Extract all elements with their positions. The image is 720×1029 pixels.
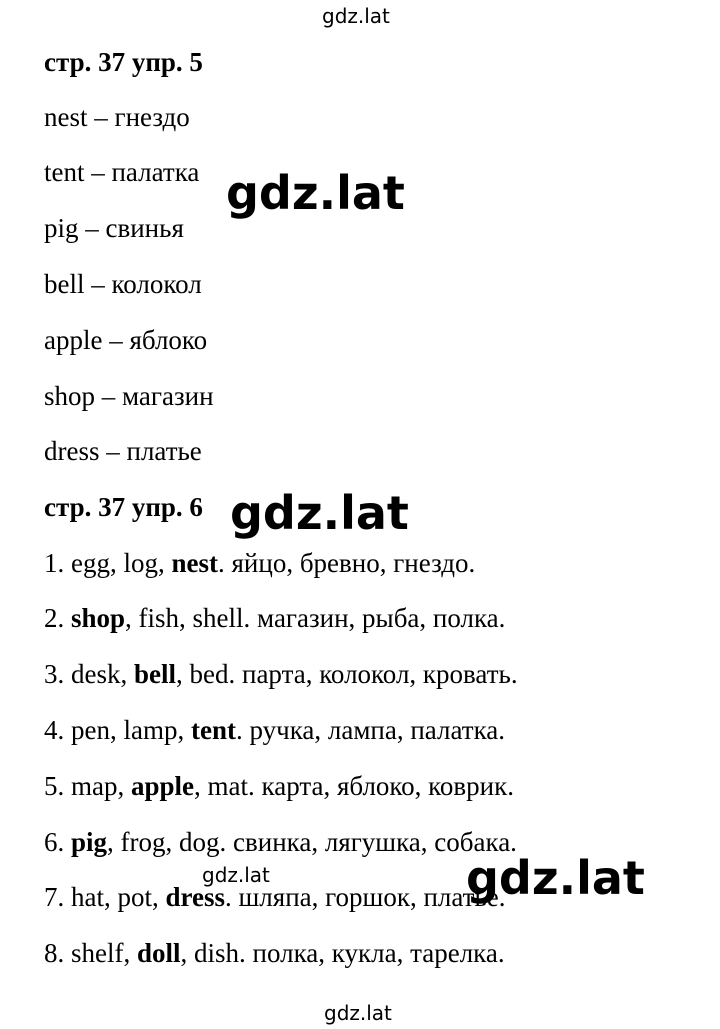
exercise-text: , dish. полка, кукла, тарелка. (180, 938, 505, 968)
exercise-answer: doll (136, 938, 181, 968)
word-pair-pig: pig – свинья (44, 213, 184, 243)
watermark-large-1: gdz.lat (226, 166, 405, 220)
exercise-answer: apple (131, 771, 195, 801)
exercise-line-1 (44, 547, 475, 579)
watermark-top: gdz.lat (322, 4, 390, 28)
exercise-text: 4. pen, lamp, (44, 715, 191, 745)
watermark-small-middle: gdz.lat (202, 863, 270, 887)
exercise-line-2 (44, 602, 505, 634)
exercise-text: , fish, shell. магазин, рыба, полка. (125, 603, 506, 633)
word-pair-apple: apple – яблоко (44, 325, 208, 355)
exercise-line-3 (44, 658, 518, 690)
word-pair-tent: tent – палатка (44, 157, 200, 187)
exercise-text: . ручка, лампа, палатка. (235, 715, 506, 745)
exercise-text: 5. map, (44, 771, 131, 801)
section1-heading: стр. 37 упр. 5 (44, 47, 203, 77)
exercise-answer: dress (165, 882, 226, 912)
exercise-text: , mat. карта, яблоко, коврик. (194, 771, 514, 801)
exercise-answer: bell (134, 659, 177, 689)
word-pair-dress: dress – платье (44, 436, 202, 466)
exercise-text: 6. (44, 827, 71, 857)
exercise-line-5 (44, 770, 514, 802)
word-pair-bell: bell – колокол (44, 269, 202, 299)
exercise-line-8 (44, 937, 505, 969)
exercise-text: 7. hat, pot, (44, 882, 166, 912)
exercise-text: , bed. парта, колокол, кровать. (176, 659, 518, 689)
watermark-bottom: gdz.lat (324, 1001, 392, 1025)
exercise-text: 2. (44, 603, 71, 633)
exercise-answer: tent (190, 715, 236, 745)
word-pair-nest: nest – гнездо (44, 102, 190, 132)
exercise-line-6 (44, 826, 517, 858)
exercise-line-4 (44, 714, 505, 746)
watermark-large-3: gdz.lat (466, 851, 645, 905)
exercise-text: , frog, dog. свинка, лягушка, собака. (107, 827, 517, 857)
exercise-text: . шляпа, горшок, платье. (225, 882, 506, 912)
watermark-large-2: gdz.lat (230, 486, 409, 540)
exercise-answer: shop (71, 603, 126, 633)
exercise-text: 3. desk, (44, 659, 134, 689)
word-pair-shop: shop – магазин (44, 381, 214, 411)
exercise-line-7 (44, 881, 506, 913)
exercise-answer: pig (71, 827, 108, 857)
exercise-text: . яйцо, бревно, гнездо. (218, 548, 476, 578)
exercise-text: 1. egg, log, (44, 548, 172, 578)
exercise-answer: nest (171, 548, 218, 578)
section2-heading: стр. 37 упр. 6 (44, 492, 203, 522)
exercise-text: 8. shelf, (44, 938, 137, 968)
